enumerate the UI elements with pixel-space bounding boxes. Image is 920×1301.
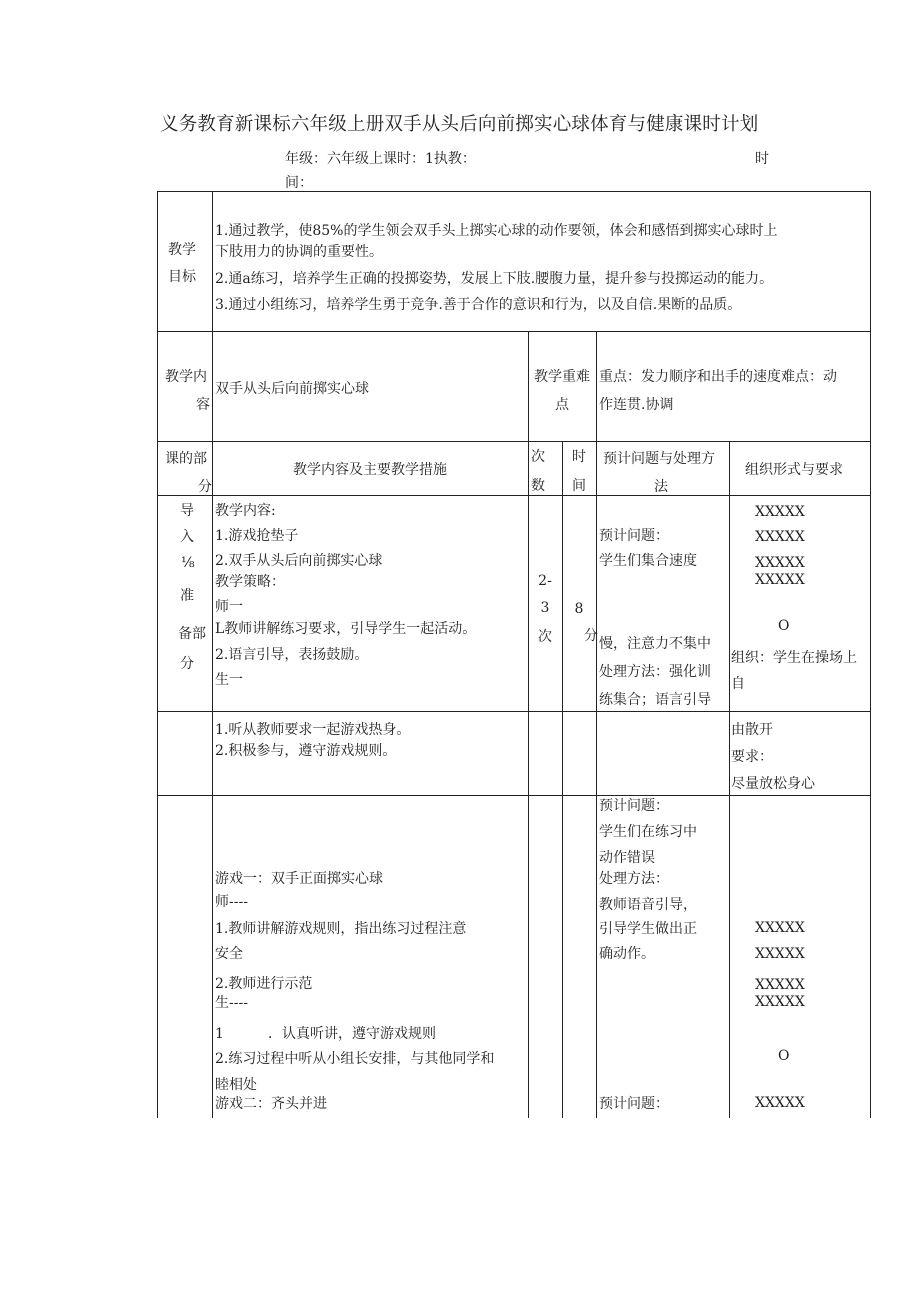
intro-line: 2.语言引导，表扬鼓励。 bbox=[215, 647, 369, 663]
content-label-2: 容 bbox=[196, 397, 210, 413]
time-label: 时 bbox=[755, 151, 769, 167]
intro-issue: 学生们集合速度 bbox=[599, 553, 697, 569]
part-char: 准 bbox=[180, 588, 194, 604]
formation-row: XXXXX bbox=[755, 994, 805, 1010]
row3-issue: 教师语音引导， bbox=[599, 897, 697, 913]
header-part-2: 分 bbox=[198, 479, 212, 495]
intro-times: 2- bbox=[538, 573, 552, 589]
formation-row: XXXXX bbox=[755, 555, 805, 571]
intro-line: 教学内容: bbox=[215, 503, 276, 519]
row2-org: 要求： bbox=[731, 749, 773, 765]
formation-row: XXXXX bbox=[755, 977, 805, 993]
header-times-2: 数 bbox=[531, 478, 545, 494]
part-char: 分 bbox=[180, 656, 194, 672]
intro-line: 1.游戏抢垫子 bbox=[215, 528, 299, 544]
row3-line: 师---- bbox=[215, 894, 248, 910]
row2-org: 尽量放松身心 bbox=[731, 776, 815, 792]
row3-issue: 学生们在练习中 bbox=[599, 824, 697, 840]
objective-line: 1.通过教学，使85%的学生领会双手头上掷实心球的动作要领，体会和感悟到掷实心球时上 bbox=[215, 223, 778, 239]
header-issues-2: 法 bbox=[654, 479, 668, 495]
content-label: 教学内 bbox=[165, 369, 207, 385]
intro-times: 次 bbox=[538, 629, 552, 645]
formation-row: XXXXX bbox=[755, 572, 805, 588]
header-issues: 预计问题与处理方 bbox=[603, 451, 715, 467]
intro-org: 自 bbox=[731, 676, 745, 692]
part-char: ⅛ bbox=[181, 555, 195, 571]
intro-line: L教师讲解练习要求，引导学生一起活动。 bbox=[215, 621, 477, 637]
formation-row: XXXXX bbox=[755, 529, 805, 545]
row3-line: 1.教师讲解游戏规则，指出练习过程注意 bbox=[215, 921, 467, 937]
header-duration: 时 bbox=[572, 449, 586, 465]
formation-row: XXXXX bbox=[755, 920, 805, 936]
row3-line: 睦相处 bbox=[215, 1077, 257, 1093]
key-points-label: 教学重难 bbox=[534, 369, 590, 385]
header-organization: 组织形式与要求 bbox=[745, 462, 843, 478]
header-part: 课的部 bbox=[165, 451, 207, 467]
header-measures: 教学内容及主要教学措施 bbox=[293, 462, 447, 478]
objective-line: 下肢用力的协调的重要性。 bbox=[215, 244, 383, 260]
objectives-label: 教学 bbox=[168, 242, 196, 258]
row3-line: 1 bbox=[215, 1026, 224, 1042]
objective-line: 3.通过小组练习，培养学生勇于竞争.善于合作的意识和行为，以及自信.果断的品质。 bbox=[215, 297, 742, 313]
row3-line: 游戏二：齐头并进 bbox=[215, 1096, 327, 1112]
row2-org: 由散开 bbox=[731, 722, 773, 738]
part-char: 备部 bbox=[178, 626, 206, 642]
row2-line: 2.积极参与，遵守游戏规则。 bbox=[215, 743, 397, 759]
formation-row: XXXXX bbox=[755, 1095, 805, 1111]
key-points-text: 重点：发力顺序和出手的速度难点：动 bbox=[599, 369, 837, 385]
intro-issue: 练集合；语言引导 bbox=[599, 692, 711, 708]
intro-issue: 慢，注意力不集中 bbox=[599, 636, 711, 652]
time-label-2: 间： bbox=[285, 175, 313, 191]
formation-row: XXXXX bbox=[755, 504, 805, 520]
intro-issue: 预计问题： bbox=[599, 528, 669, 544]
teacher-marker: O bbox=[778, 618, 790, 634]
row3-issue: 引导学生做出正 bbox=[599, 921, 697, 937]
intro-line: 教学策略： bbox=[215, 574, 285, 590]
intro-issue: 处理方法：强化训 bbox=[599, 664, 711, 680]
row3-line: 生---- bbox=[215, 995, 248, 1011]
row3-issue: 确动作。 bbox=[599, 946, 655, 962]
row3-issue: 处理方法： bbox=[599, 871, 669, 887]
row3-line: 安全 bbox=[215, 946, 243, 962]
key-points-text-2: 作连贯.协调 bbox=[599, 397, 674, 413]
row3-issue: 预计问题： bbox=[599, 798, 669, 814]
row3-line: 2.教师进行示范 bbox=[215, 976, 313, 992]
row3-line: ．认真听讲，遵守游戏规则 bbox=[268, 1026, 436, 1042]
grade-info: 年级：六年级上课时：1执教： bbox=[285, 151, 476, 167]
teacher-marker: O bbox=[778, 1048, 790, 1064]
formation-row: XXXXX bbox=[755, 946, 805, 962]
intro-line: 师一 bbox=[215, 599, 243, 615]
intro-line: 2.双手从头后向前掷实心球 bbox=[215, 553, 383, 569]
intro-times: 3 bbox=[540, 600, 550, 616]
intro-org: 组织：学生在操场上 bbox=[731, 650, 857, 666]
intro-line: 生一 bbox=[215, 672, 243, 688]
row3-line: 游戏一：双手正面掷实心球 bbox=[215, 871, 383, 887]
objectives-label-2: 目标 bbox=[168, 269, 196, 285]
objective-line: 2.通a练习，培养学生正确的投掷姿势，发展上下肢.腰腹力量，提升参与投掷运动的能力。 bbox=[215, 271, 774, 287]
lesson-content: 双手从头后向前掷实心球 bbox=[215, 381, 369, 397]
intro-duration: 分 bbox=[584, 628, 598, 644]
page-title: 义务教育新课标六年级上册双手从头后向前掷实心球体育与健康课时计划 bbox=[160, 114, 759, 135]
part-char: 入 bbox=[180, 529, 194, 545]
header-times: 次 bbox=[531, 449, 545, 465]
row3-issue: 预计问题： bbox=[599, 1096, 669, 1112]
header-duration-2: 间 bbox=[572, 478, 586, 494]
part-char: 导 bbox=[180, 503, 194, 519]
key-points-label-2: 点 bbox=[555, 397, 569, 413]
row3-issue: 动作错误 bbox=[599, 850, 655, 866]
intro-duration: 8 bbox=[574, 601, 584, 617]
row2-line: 1.听从教师要求一起游戏热身。 bbox=[215, 722, 411, 738]
row3-line: 2.练习过程中听从小组长安排，与其他同学和 bbox=[215, 1051, 495, 1067]
